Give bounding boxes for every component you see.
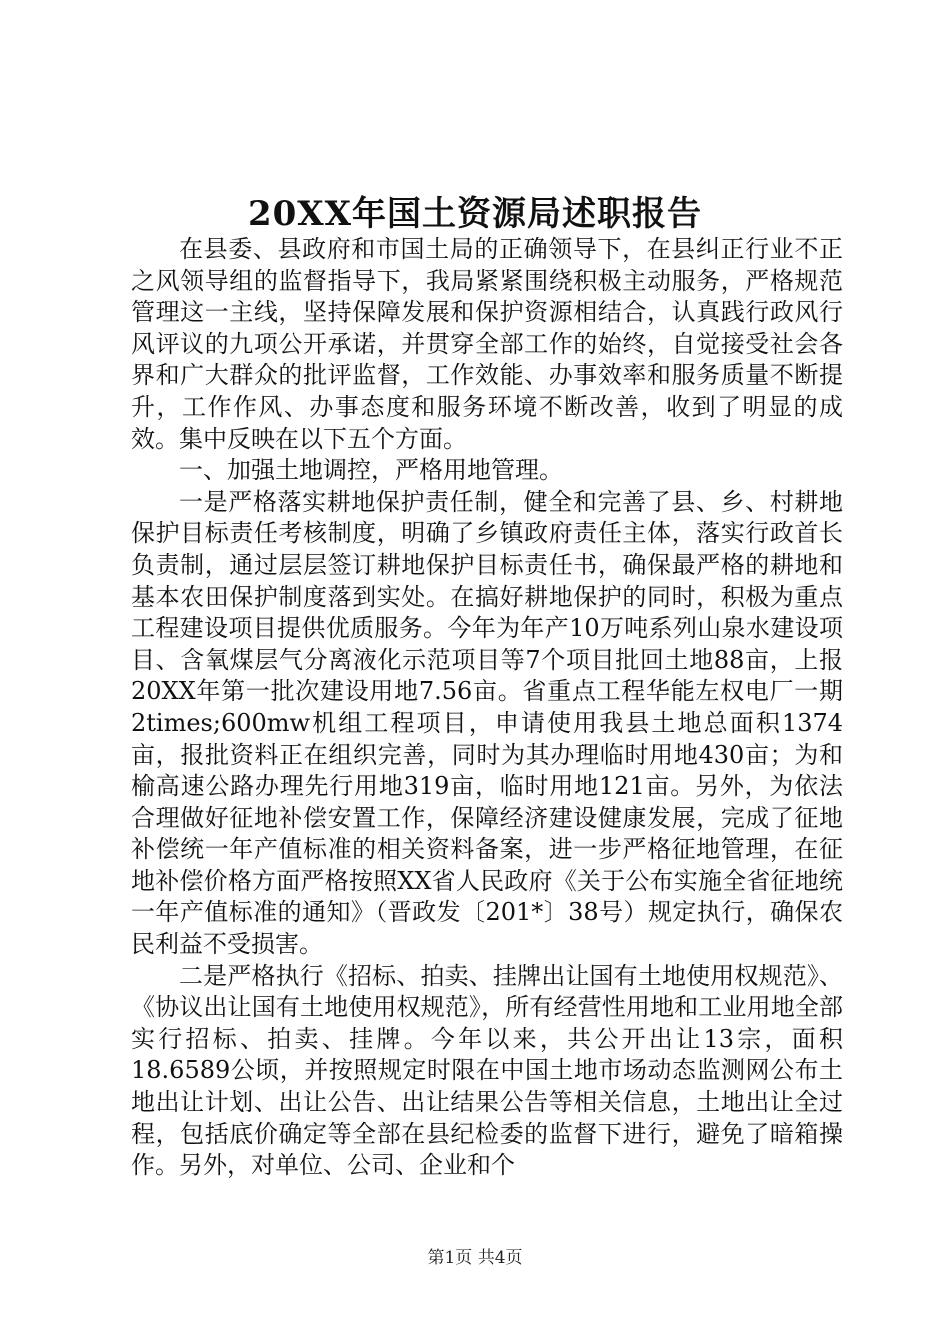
- paragraph-intro: 在县委、县政府和市国土局的正确领导下，在县纠正行业不正之风领导组的监督指导下，我局紧紧围绕积极主动服务，严格规范管理这一主线，坚持保障发展和保护资源相结合，认真践行政风行风评议的九项公开承诺，并贯穿全部工作的始终，自觉接受社会各界和广大群众的批评监督，工作效能、办事效率和服务质量不断提升，工作作风、办事态度和服务环境不断改善，收到了明显的成效。集中反映在以下五个方面。: [131, 235, 843, 453]
- document-title: 20XX年国土资源局述职报告: [247, 194, 703, 234]
- page-footer: 第1页 共4页: [427, 1248, 523, 1268]
- paragraph-land-transfer: 二是严格执行《招标、拍卖、挂牌出让国有土地使用权规范》、《协议出让国有土地使用权规范》，所有经营性用地和工业用地全部实行招标、拍卖、挂牌。今年以来，共公开出让13宗，面积18.6589公顷，并按照规定时限在中国土地市场动态监测网公布土地出让计划、出让公告、出让结果公告等相关信息，土地出让全过程，包括底价确定等全部在县纪检委的监督下进行，避免了暗箱操作。另外，对单位、公司、企业和个: [131, 961, 843, 1180]
- paragraph-farmland-protection: 一是严格落实耕地保护责任制，健全和完善了县、乡、村耕地保护目标责任考核制度，明确了乡镇政府责任主体，落实行政首长负责制，通过层层签订耕地保护目标责任书，确保最严格的耕地和基本农田保护制度落到实处。在搞好耕地保护的同时，积极为重点工程建设项目提供优质服务。今年为年产10万吨系列山泉水建设项目、含氧煤层气分离液化示范项目等7个项目批回土地88亩，上报20XX年第一批次建设用地7.56亩。省重点工程华能左权电厂一期2times;600mw机组工程项目，申请使用我县土地总面积1374亩，报批资料正在组织完善，同时为其办理临时用地430亩；为和榆高速公路办理先行用地319亩，临时用地121亩。另外，为依法合理做好征地补偿安置工作，保障经济建设健康发展，完成了征地补偿统一年产值标准的相关资料备案，进一步严格征地管理，在征地补偿价格方面严格按照XX省人民政府《关于公布实施全省征地统一年产值标准的通知》（晋政发〔201*〕38号）规定执行，确保农民利益不受损害。: [131, 487, 843, 959]
- section-heading-1: 一、加强土地调控，严格用地管理。: [179, 456, 563, 485]
- document-body: [131, 234, 843, 1182]
